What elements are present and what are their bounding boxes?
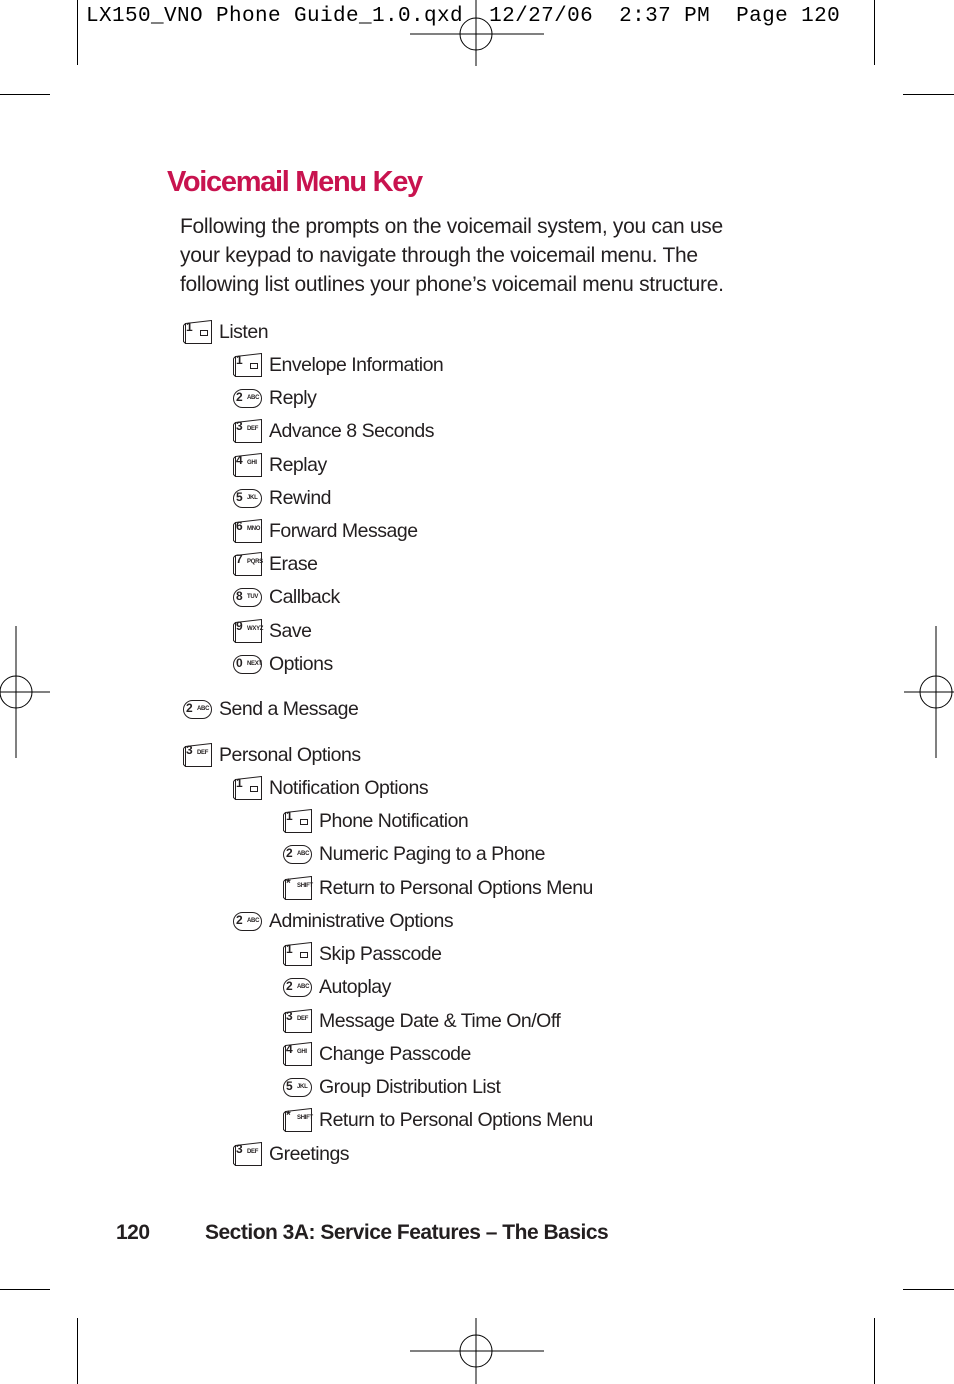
menu-item [283, 874, 593, 902]
key-digit: 3 [286, 1009, 293, 1023]
menu-item-label: Personal Options [219, 743, 361, 766]
menu-item-label: Greetings [269, 1142, 350, 1165]
crop-mark [874, 1318, 875, 1384]
crop-mark [0, 94, 50, 95]
keypad-key-icon [233, 652, 263, 676]
key-letters: DEF [197, 750, 209, 756]
slug-date: 12/27/06 [489, 5, 594, 28]
menu-item-label: Skip Passcode [319, 942, 442, 965]
keypad-key-icon [233, 909, 263, 933]
keypad-key-icon [233, 453, 263, 477]
keypad-key-icon [283, 1042, 313, 1066]
key-digit: 1 [286, 942, 293, 956]
menu-item [233, 583, 340, 611]
keypad-key-icon [183, 320, 213, 344]
envelope-icon [300, 952, 308, 958]
key-digit: 1 [186, 320, 193, 334]
key-digit: 1 [286, 809, 293, 823]
menu-item [183, 741, 361, 769]
menu-item-label: Callback [269, 585, 340, 608]
keypad-key-icon [283, 842, 313, 866]
keypad-key-icon [183, 743, 213, 767]
crop-mark [0, 1289, 50, 1290]
menu-item [233, 907, 453, 935]
menu-item [283, 973, 391, 1001]
menu-item-label: Send a Message [219, 697, 359, 720]
menu-item-label: Listen [219, 320, 269, 343]
key-digit: 4 [236, 453, 243, 467]
menu-item [233, 650, 333, 678]
menu-item [233, 384, 316, 412]
key-digit: 2 [286, 846, 293, 860]
menu-item [283, 1073, 500, 1101]
slug-page: Page 120 [736, 5, 841, 28]
key-digit: 1 [236, 776, 243, 790]
keypad-key-icon [233, 619, 263, 643]
key-letters: WXYZ [247, 626, 264, 632]
menu-item [233, 417, 434, 445]
menu-item [233, 451, 327, 479]
menu-item-label: Autoplay [319, 975, 391, 998]
menu-item-label: Rewind [269, 486, 332, 509]
menu-item-label: Message Date & Time On/Off [319, 1009, 561, 1032]
menu-item-label: Administrative Options [269, 909, 454, 932]
key-letters: GHI [247, 460, 257, 466]
menu-item-label: Notification Options [269, 776, 429, 799]
intro-line: Following the prompts on the voicemail system, you can use [180, 215, 723, 238]
keypad-key-icon [233, 519, 263, 543]
key-letters: DEF [247, 426, 259, 432]
registration-mark-bottom [410, 1318, 544, 1384]
key-digit: * [286, 876, 291, 890]
key-digit: 6 [236, 519, 243, 533]
key-digit: * [286, 1108, 291, 1122]
menu-item-label: Return to Personal Options Menu [319, 876, 593, 899]
keypad-key-icon [283, 1075, 313, 1099]
crop-mark [874, 0, 875, 65]
crop-mark [903, 94, 954, 95]
registration-mark-top [410, 0, 544, 66]
keypad-key-icon [233, 353, 263, 377]
menu-item-label: Reply [269, 386, 317, 409]
key-letters: ABC [197, 706, 210, 712]
key-digit: 8 [236, 589, 243, 603]
key-letters: GHI [297, 1049, 307, 1055]
menu-item-label: Erase [269, 552, 318, 575]
key-letters: ABC [247, 395, 260, 401]
keypad-key-icon [233, 585, 263, 609]
key-digit: 3 [236, 1142, 243, 1156]
menu-item-label: Numeric Paging to a Phone [319, 842, 545, 865]
key-letters: JKL [247, 495, 258, 501]
keypad-key-icon [233, 552, 263, 576]
slug-filename: LX150_VNO Phone Guide_1.0.qxd [86, 5, 464, 28]
registration-mark-left [0, 626, 50, 758]
menu-item-label: Replay [269, 453, 327, 476]
menu-item [283, 1007, 560, 1035]
crop-mark [77, 0, 78, 65]
key-letters: DEF [247, 1149, 259, 1155]
intro-line: your keypad to navigate through the voicemail menu. The [180, 244, 698, 267]
key-digit: 5 [236, 490, 243, 504]
menu-item [233, 517, 418, 545]
key-digit: 3 [236, 419, 243, 433]
keypad-key-icon [183, 697, 213, 721]
key-letters: SHIFT [297, 883, 313, 889]
key-digit: 9 [236, 619, 243, 633]
keypad-key-icon [233, 486, 263, 510]
key-letters: DEF [297, 1016, 309, 1022]
menu-item [283, 807, 468, 835]
keypad-key-icon [283, 942, 313, 966]
keypad-key-icon [233, 776, 263, 800]
key-letters: PQRS [247, 559, 263, 565]
menu-item [283, 1106, 593, 1134]
key-digit: 2 [236, 913, 243, 927]
page-number: 120 [116, 1221, 150, 1244]
key-digit: 2 [186, 701, 193, 715]
menu-item [283, 840, 545, 868]
key-letters: SHIFT [297, 1115, 313, 1121]
key-letters: ABC [297, 984, 310, 990]
menu-item [283, 1040, 471, 1068]
keypad-key-icon [233, 419, 263, 443]
key-letters: MNO [247, 526, 261, 532]
key-digit: 7 [236, 552, 243, 566]
registration-mark-right [904, 626, 954, 758]
intro-line: following list outlines your phone’s voicemail menu structure. [180, 273, 724, 296]
menu-item-label: Change Passcode [319, 1042, 471, 1065]
menu-item-label: Advance 8 Seconds [269, 419, 434, 442]
section-title: Section 3A: Service Features – The Basics [205, 1221, 609, 1244]
key-digit: 2 [286, 979, 293, 993]
envelope-icon [250, 786, 258, 792]
menu-item-label: Group Distribution List [319, 1075, 501, 1098]
menu-item-label: Envelope Information [269, 353, 444, 376]
key-digit: 5 [286, 1079, 293, 1093]
menu-item-label: Return to Personal Options Menu [319, 1108, 593, 1131]
menu-item [233, 351, 443, 379]
menu-item [233, 484, 331, 512]
menu-item [233, 774, 428, 802]
key-digit: 4 [286, 1042, 293, 1056]
envelope-icon [250, 363, 258, 369]
menu-item [233, 617, 311, 645]
keypad-key-icon [283, 975, 313, 999]
key-digit: 2 [236, 390, 243, 404]
menu-item-label: Options [269, 652, 333, 675]
crop-mark [77, 1318, 78, 1384]
key-digit: 3 [186, 743, 193, 757]
intro-paragraph [180, 212, 820, 299]
key-letters: TUV [247, 594, 259, 600]
crop-mark [903, 1289, 954, 1290]
envelope-icon [300, 819, 308, 825]
envelope-icon [200, 330, 208, 336]
menu-item [233, 550, 317, 578]
key-digit: 0 [236, 656, 243, 670]
key-letters: NEXT [247, 661, 262, 667]
keypad-key-icon [233, 1142, 263, 1166]
keypad-key-icon [233, 386, 263, 410]
menu-item-label: Save [269, 619, 312, 642]
menu-item [283, 940, 442, 968]
key-digit: 1 [236, 353, 243, 367]
menu-item-label: Forward Message [269, 519, 418, 542]
slug-time: 2:37 PM [619, 5, 711, 28]
menu-item-label: Phone Notification [319, 809, 469, 832]
key-letters: ABC [247, 918, 260, 924]
menu-item [183, 318, 268, 346]
key-letters: ABC [297, 851, 310, 857]
keypad-key-icon [283, 876, 313, 900]
keypad-key-icon [283, 1009, 313, 1033]
key-letters: JKL [297, 1084, 308, 1090]
menu-item [183, 695, 358, 723]
menu-item [233, 1140, 349, 1168]
keypad-key-icon [283, 809, 313, 833]
page-title: Voicemail Menu Key [167, 166, 422, 198]
keypad-key-icon [283, 1108, 313, 1132]
